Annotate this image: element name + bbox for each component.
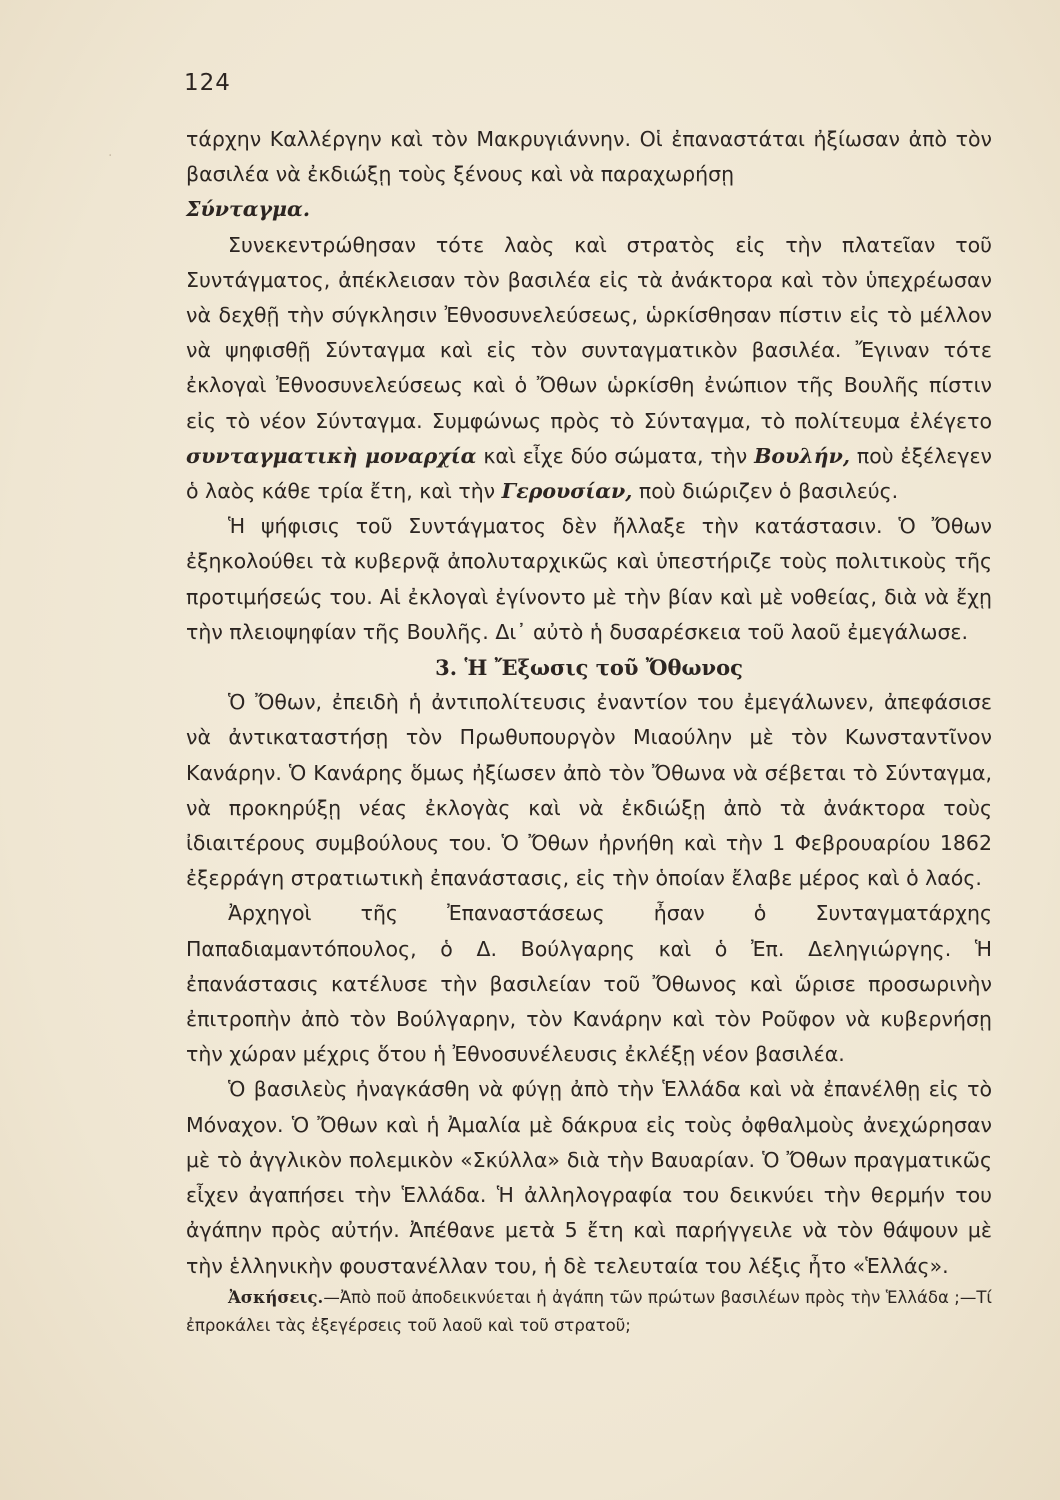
term-syntagma: Σύνταγμα. — [186, 197, 310, 222]
paragraph-5: Ἀρχηγοὶ τῆς Ἐπαναστάσεως ἦσαν ὁ Συνταγματάρχης Παπαδιαμαντόπουλος, ὁ Δ. Βούλγαρης καὶ ὁ Ἐπ. Δεληγιώργης. Ἡ ἐπανάστασις κατέλυσε τὴν βασιλείαν τοῦ Ὄθωνος καὶ ὥρισε προσωρινὴν ἐπιτροπὴν ἀπὸ τὸν Βούλγαρην, τὸν Κανάρην καὶ τὸν Ροῦφον νὰ κυβερνήσῃ τὴν χώραν μέχρις ὅτου ἡ Ἐθνοσυνέλευσις ἐκλέξῃ νέον βασιλέα. — [186, 901, 992, 1067]
paragraph-3: Ἡ ψήφισις τοῦ Συντάγματος δὲν ἤλλαξε τὴν κατάστασιν. Ὁ Ὄθων ἐξηκολούθει τὰ κυβερνᾷ ἀπολυταρχικῶς καὶ ὑπεστήριζε τοὺς πολιτικοὺς τῆς προτιμήσεώς του. Αἱ ἐκλογαὶ ἐγίνοντο μὲ τὴν βίαν καὶ μὲ νοθείας, διὰ νὰ ἔχῃ τὴν πλειοψηφίαν τῆς Βουλῆς. Δι᾿ αὐτὸ ἡ δυσαρέσκεια τοῦ λαοῦ ἐμεγάλωσε. — [186, 514, 992, 644]
paragraph-1 — [186, 122, 992, 228]
paragraph-2-text: Συνεκεντρώθησαν τότε λαὸς καὶ στρατὸς εἰς τὴν πλατεῖαν τοῦ Συντάγματος, ἀπέκλεισαν τὸν βασιλέα εἰς τὰ ἀνάκτορα καὶ τὸν ὑπεχρέωσαν νὰ δεχθῇ τὴν σύγκλησιν Ἐθνοσυνελεύσεως, ὡρκίσθησαν πίστιν εἰς τὸ μέλλον νὰ ψηφισθῇ Σύνταγμα καὶ εἰς τὸν συνταγματικὸν βασιλέα. Ἔγιναν τότε ἐκλογαὶ Ἐθνοσυνελεύσεως καὶ ὁ Ὄθων ὡρκίσθη ἐνώπιον τῆς Βουλῆς πίστιν εἰς τὸ νέον Σύνταγμα. Συμφώνως πρὸς τὸ Σύνταγμα, τὸ πολίτευμα ἐλέγετο — [186, 232, 992, 433]
page-text — [186, 122, 992, 1340]
exercises-label: Ἀσκήσεις. — [228, 1287, 324, 1307]
term-vouli: Βουλήν, — [754, 443, 850, 468]
paragraph-6: Ὁ βασιλεὺς ἠναγκάσθη νὰ φύγῃ ἀπὸ τὴν Ἑλλάδα καὶ νὰ ἐπανέλθῃ εἰς τὸ Μόναχον. Ὁ Ὄθων καὶ ἡ Ἀμαλία μὲ δάκρυα εἰς τοὺς ὀφθαλμοὺς ἀνεχώρησαν μὲ τὸ ἀγγλικὸν πολεμικὸν «Σκύλλα» διὰ τὴν Βαυαρίαν. Ὁ Ὄθων πραγματικῶς εἶχεν ἀγαπήσει τὴν Ἑλλάδα. Ἡ ἀλληλογραφία του δεικνύει τὴν θερμήν του ἀγάπην πρὸς αὐτήν. Ἀπέθανε μετὰ 5 ἔτη καὶ παρήγγειλε νὰ τὸν θάψουν μὲ τὴν ἑλληνικὴν φουστανέλλαν του, ἡ δὲ τελευταία του λέξις ἦτο «Ἑλλάς». — [186, 1077, 992, 1278]
paragraph-4: Ὁ Ὄθων, ἐπειδὴ ἡ ἀντιπολίτευσις ἐναντίον του ἐμεγάλωνεν, ἀπεφάσισε νὰ ἀντικαταστήσῃ τὸν Πρωθυπουργὸν Μιαούλην μὲ τὸν Κωνσταντῖνον Κανάρην. Ὁ Κανάρης ὅμως ἠξίωσεν ἀπὸ τὸν Ὄθωνα νὰ σέβεται τὸ Σύνταγμα, νὰ προκηρύξῃ νέας ἐκλογὰς καὶ νὰ ἐκδιώξῃ ἀπὸ τὰ ἀνάκτορα τοὺς ἰδιαιτέρους συμβούλους του. Ὁ Ὄθων ἠρνήθη καὶ τὴν 1 Φεβρουαρίου 1862 ἐξερράγη στρατιωτικὴ ἐπανάστασις, εἰς τὴν ὁποίαν ἔλαβε μέρος καὶ ὁ λαός. — [186, 690, 992, 891]
exercises — [186, 1284, 992, 1340]
page-number: 124 — [184, 70, 231, 96]
paragraph-2-mid-1: καὶ εἶχε δύο σώματα, τὴν — [483, 443, 748, 468]
margin-mark: · — [108, 148, 113, 164]
section-heading: 3. Ἡ Ἔξωσις τοῦ Ὄθωνος — [435, 655, 743, 681]
paragraph-1-text: τάρχην Καλλέργην καὶ τὸν Μακρυγιάννην. Οἱ ἐπαναστάται ἠξίωσαν ἀπὸ τὸν βασιλέα νὰ ἐκδιώξῃ τοὺς ξένους καὶ νὰ παραχωρήσῃ — [186, 127, 992, 187]
exercises-text: —Ἀπὸ ποῦ ἀποδεικνύεται ἡ ἀγάπη τῶν πρώτων βασιλέων πρὸς τὴν Ἑλλάδα ;—Τί ἐπροκάλει τὰς ἐξεγέρσεις τοῦ λαοῦ καὶ τοῦ στρατοῦ; — [186, 1287, 992, 1335]
paragraph-2-mid-2: ποὺ ἐξέλεγεν ὁ λαὸς κάθε τρία ἔτη, καὶ τὴν — [186, 443, 992, 504]
term-gerousia: Γερουσίαν, — [501, 479, 633, 504]
term-constitutional-monarchy: συνταγματικὴ μοναρχία — [186, 443, 477, 468]
paragraph-2 — [186, 228, 992, 510]
paragraph-2-end: ποὺ διώριζεν ὁ βασιλεύς. — [638, 479, 899, 504]
